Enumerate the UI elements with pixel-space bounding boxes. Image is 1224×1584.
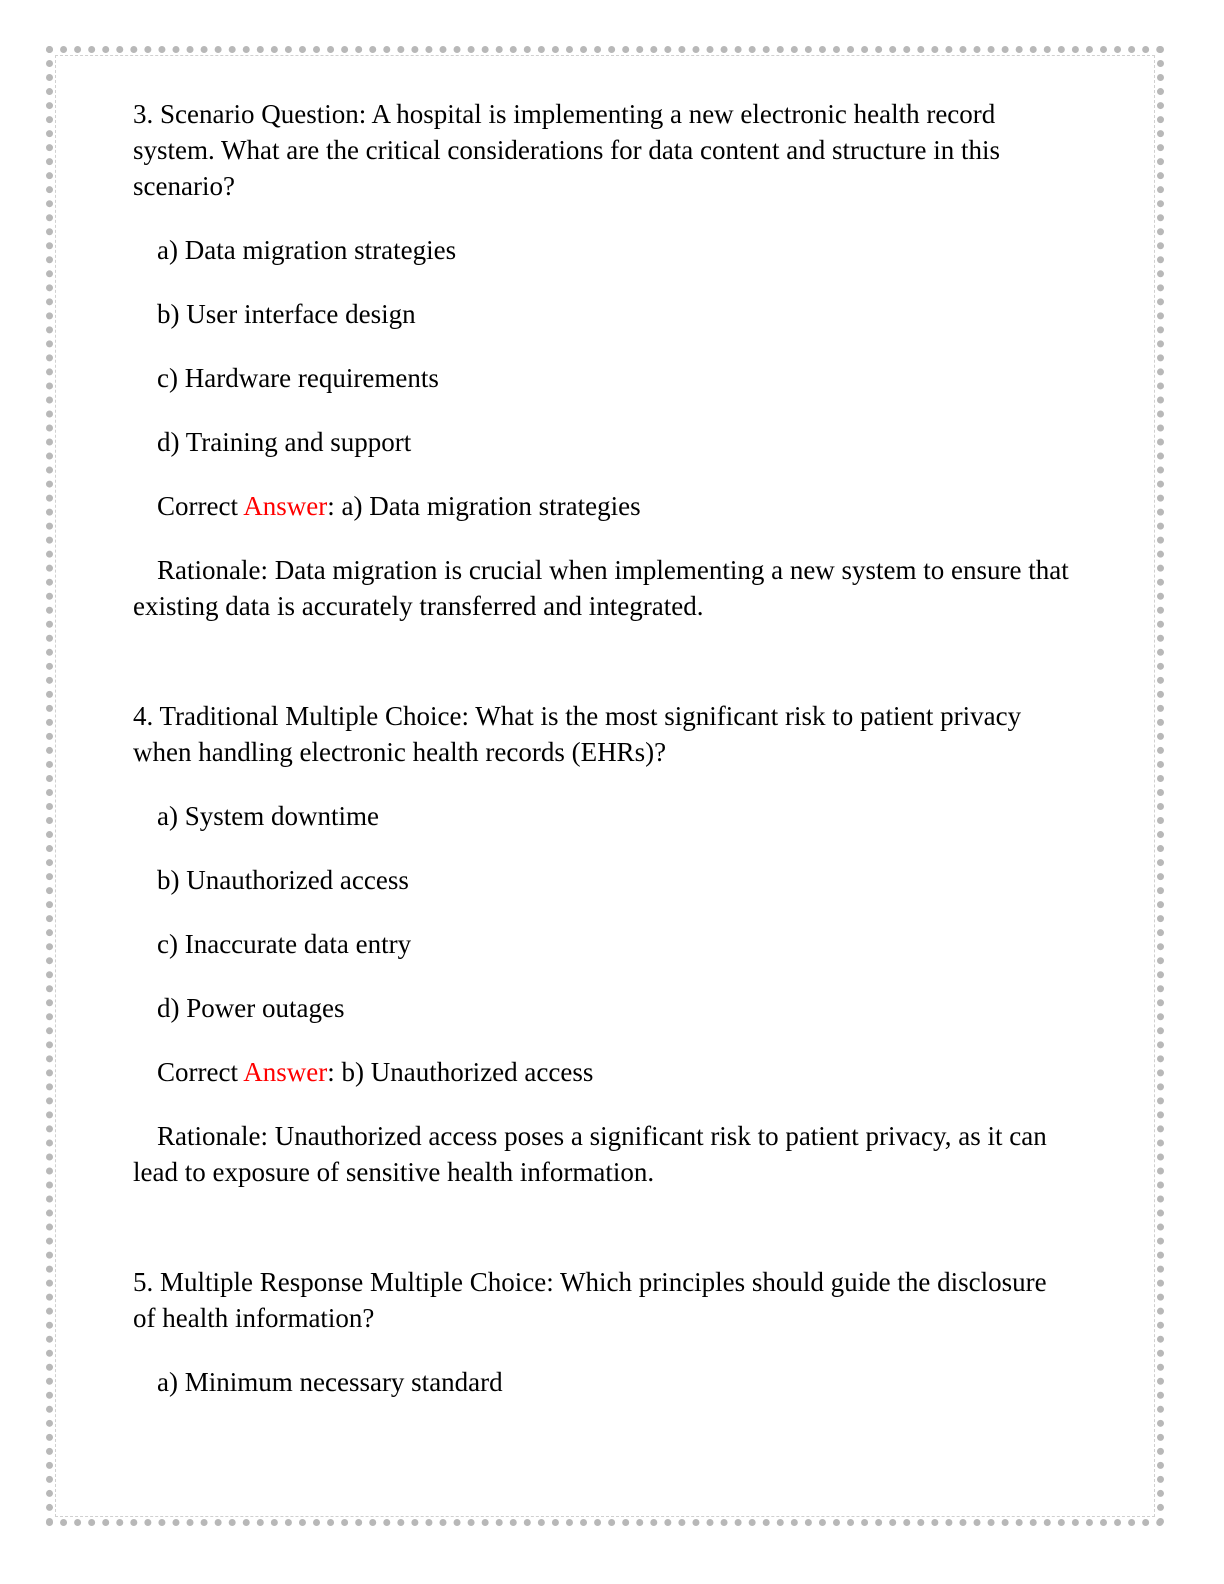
answer-highlight: Answer xyxy=(243,491,328,521)
answer-prefix: Correct xyxy=(157,1057,244,1087)
answer-text: : a) Data migration strategies xyxy=(327,491,641,521)
question-stem: 3. Scenario Question: A hospital is implementing a new electronic health record system. What are the critical considerations for data content and structure in this scenario? xyxy=(133,99,1000,201)
question-3 xyxy=(133,96,1073,624)
option-d: d) Training and support xyxy=(157,427,412,457)
option-c: c) Inaccurate data entry xyxy=(157,929,412,959)
question-4 xyxy=(133,698,1073,1190)
correct-answer xyxy=(133,488,1073,524)
question-5 xyxy=(133,1264,1073,1400)
rationale: Rationale: Unauthorized access poses a significant risk to patient privacy, as it can lead to exposure of sensitive health information. xyxy=(133,1121,1047,1187)
option-a: a) System downtime xyxy=(157,801,379,831)
option-c: c) Hardware requirements xyxy=(157,363,439,393)
option-d: d) Power outages xyxy=(157,993,345,1023)
answer-highlight: Answer xyxy=(243,1057,328,1087)
correct-answer xyxy=(133,1054,1073,1090)
answer-prefix: Correct xyxy=(157,491,244,521)
answer-text: : b) Unauthorized access xyxy=(327,1057,594,1087)
option-a: a) Data migration strategies xyxy=(157,235,457,265)
rationale: Rationale: Data migration is crucial when implementing a new system to ensure that existing data is accurately transferred and integrated. xyxy=(133,555,1069,621)
question-stem: 4. Traditional Multiple Choice: What is the most significant risk to patient privacy when handling electronic health records (EHRs)? xyxy=(133,701,1022,767)
question-stem: 5. Multiple Response Multiple Choice: Which principles should guide the disclosure of health information? xyxy=(133,1267,1047,1333)
option-a: a) Minimum necessary standard xyxy=(157,1367,503,1397)
option-b: b) Unauthorized access xyxy=(157,865,409,895)
option-b: b) User interface design xyxy=(157,299,416,329)
document-content xyxy=(133,96,1073,1428)
